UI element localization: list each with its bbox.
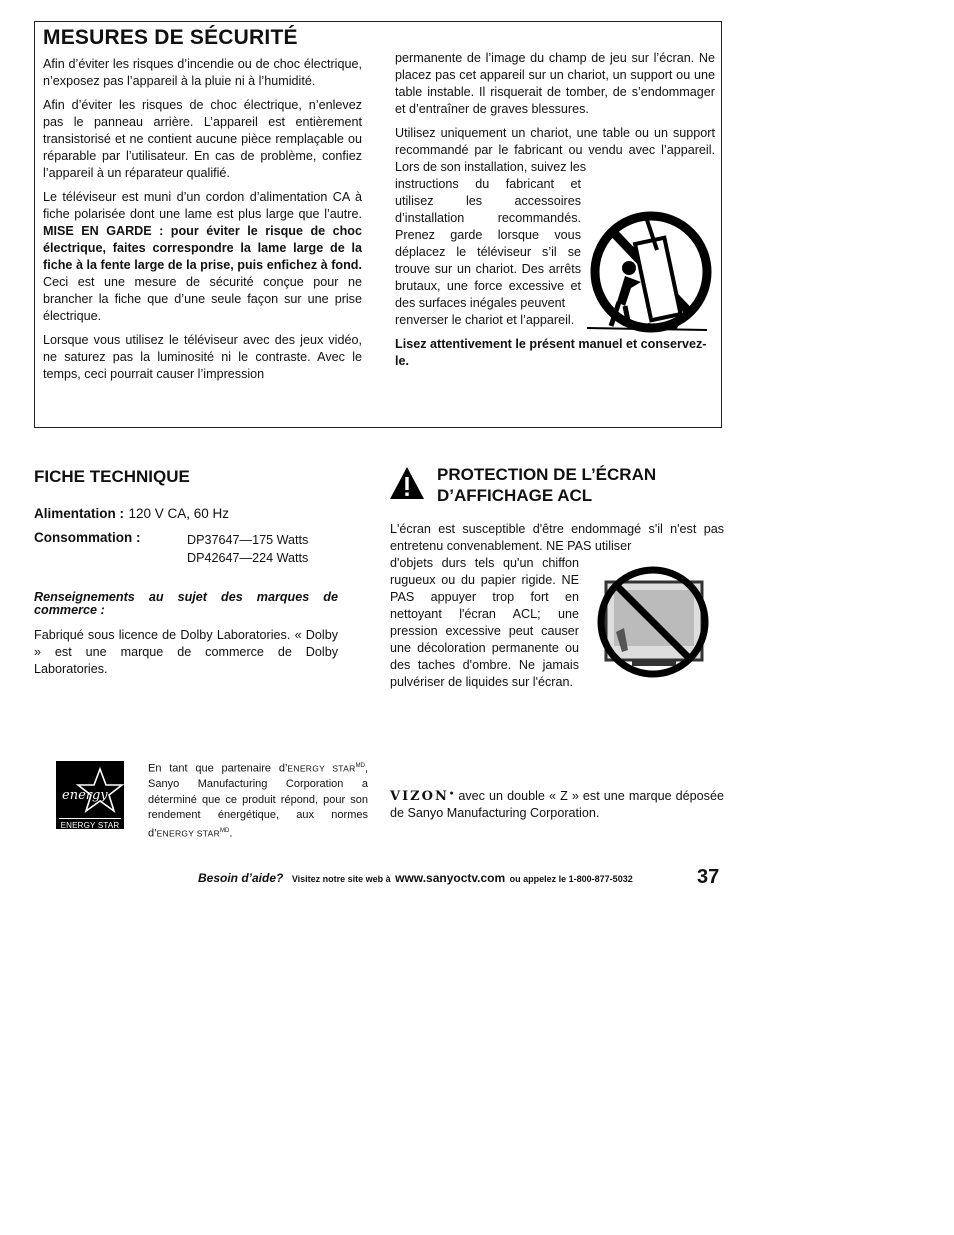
footer-url-link[interactable]: www.sanyoctv.com xyxy=(395,871,506,885)
safety-paragraph-3 xyxy=(43,189,362,325)
vizon-trademark xyxy=(390,785,724,822)
vizon-registered-mark: ● xyxy=(448,790,455,797)
protection-title-line-2: D’AFFICHAGE ACL xyxy=(437,486,593,505)
page-number: 37 xyxy=(697,866,720,888)
md-mark: MD xyxy=(355,763,365,769)
cart-tip-warning-icon xyxy=(585,210,717,335)
power-value: 120 V CA, 60 Hz xyxy=(128,506,230,521)
specs-title: FICHE TECHNIQUE xyxy=(34,467,190,486)
energy-text-part-1: En tant que partenaire d’ xyxy=(148,762,288,775)
protection-title-line-1: PROTECTION DE L’ÉCRAN xyxy=(437,465,657,484)
energy-star-name-2: ENERGY STAR xyxy=(156,828,221,839)
safety-measure-text: Ceci est une mesure de sécurité conçue pour ne brancher la fiche que d’une seule façon sur une prise électrique. xyxy=(43,275,362,323)
safety-paragraph-2: Afin d’éviter les risques de choc électrique, n’enlevez pas le panneau arrière. L’appareil est entièrement transistorisé et ne contient aucune pièce remplaçable ou réparable par l’utilisateur. En cas de problème, confiez l’appareil à un réparateur qualifié. xyxy=(43,98,362,180)
consumption-values xyxy=(187,531,308,567)
md-mark-2: MD xyxy=(220,827,230,834)
energy-text-part-2: , Sanyo Manufacturing Corporation a déterminé que ce produit répond, pour son rendement énergétique, aux normes d’ xyxy=(148,762,368,840)
energy-star-icon xyxy=(56,761,124,813)
polarized-plug-text: Le téléviseur est muni d’un cordon d’alimentation CA à fiche polarisée dont une lame est plus large que l’autre. xyxy=(43,190,362,221)
safety-left-column xyxy=(43,56,362,390)
vizon-text: avec un double « Z » est une marque déposée de Sanyo Manufacturing Corporation. xyxy=(390,789,724,821)
trademark-text: Fabriqué sous licence de Dolby Laboratories. « Dolby » est une marque de commerce de Dolby Laboratories. xyxy=(34,628,338,676)
warning-triangle-icon xyxy=(389,466,425,500)
energy-star-text xyxy=(148,759,368,842)
energy-star-script: energy xyxy=(62,788,108,803)
power-row xyxy=(34,505,334,523)
energy-star-logo xyxy=(56,761,124,829)
power-label: Alimentation : xyxy=(34,506,124,521)
warning-text: MISE EN GARDE : pour éviter le risque de choc électrique, faites correspondre la lame large de la fiche à la fente large de la prise, puis enfichez à fond. xyxy=(43,224,362,272)
footer-phone-text: ou appelez le 1-800-877-5032 xyxy=(509,874,633,884)
protection-paragraph-2: d'objets durs tels qu'un chiffon rugueux ou du papier rigide. NE PAS appuyer trop fort en nettoyant l'écran ACL; une pression excessive peut causer une décoloration permanente ou des taches d'ombre. Ne jamais pulvériser de liquides sur l'écran. xyxy=(390,556,579,689)
consumption-dp42647: DP42647—224 Watts xyxy=(187,551,309,565)
energy-star-label: ENERGY STAR xyxy=(59,818,121,830)
safety-paragraph-7: Lisez attentivement le présent manuel et conservez-le. xyxy=(395,337,707,368)
consumption-dp37647: DP37647—175 Watts xyxy=(187,533,309,547)
energy-star-name: ENERGY STAR xyxy=(287,763,356,774)
safety-paragraph-6c: renverser le chariot et l’appareil. xyxy=(395,313,575,327)
safety-paragraph-1: Afin d’éviter les risques d’incendie ou de choc électrique, n’exposez pas l’appareil à la pluie ni à l’humidité. xyxy=(43,57,362,88)
no-pressure-screen-icon xyxy=(592,562,714,682)
safety-paragraph-5: permanente de l’image du champ de jeu sur l’écran. Ne placez pas cet appareil sur un chariot, un support ou une table instable. Il risquerait de tomber, de s’endommager et d’entraîner de graves blessures. xyxy=(395,51,715,116)
vizon-logo: VIZON xyxy=(390,789,449,805)
energy-text-part-3: . xyxy=(229,827,233,840)
footer-help xyxy=(198,869,633,887)
trademark-heading: Renseignements au sujet des marques de commerce : xyxy=(34,590,338,617)
consumption-label: Consommation : xyxy=(34,530,141,545)
safety-paragraph-4: Lorsque vous utilisez le téléviseur avec des jeux vidéo, ne saturez pas la luminosité ni le contraste. Avec le temps, ceci pourrait causer l’impression xyxy=(43,333,362,381)
footer-visit-text: Visitez notre site web à xyxy=(291,874,391,884)
protection-title xyxy=(437,464,656,506)
protection-paragraph-1: L'écran est susceptible d'être endommagé s'il n'est pas entretenu convenablement. NE PAS utiliser xyxy=(390,522,724,553)
safety-paragraph-6b: instructions du fabricant et utilisez les accessoires d’installation recommandés. Prenez garde lorsque vous déplacez le téléviseur s’il se trouve sur un chariot. Des arrêts brutaux, une force excessive et des surfaces inégales peuvent xyxy=(395,177,581,310)
safety-title: MESURES DE SÉCURITÉ xyxy=(43,26,298,49)
safety-paragraph-6a: Utilisez uniquement un chariot, une table ou un support recommandé par le fabricant ou vendu avec l’appareil. Lors de son installation, suivez les xyxy=(395,126,715,174)
footer-help-label: Besoin d’aide? xyxy=(198,871,284,885)
